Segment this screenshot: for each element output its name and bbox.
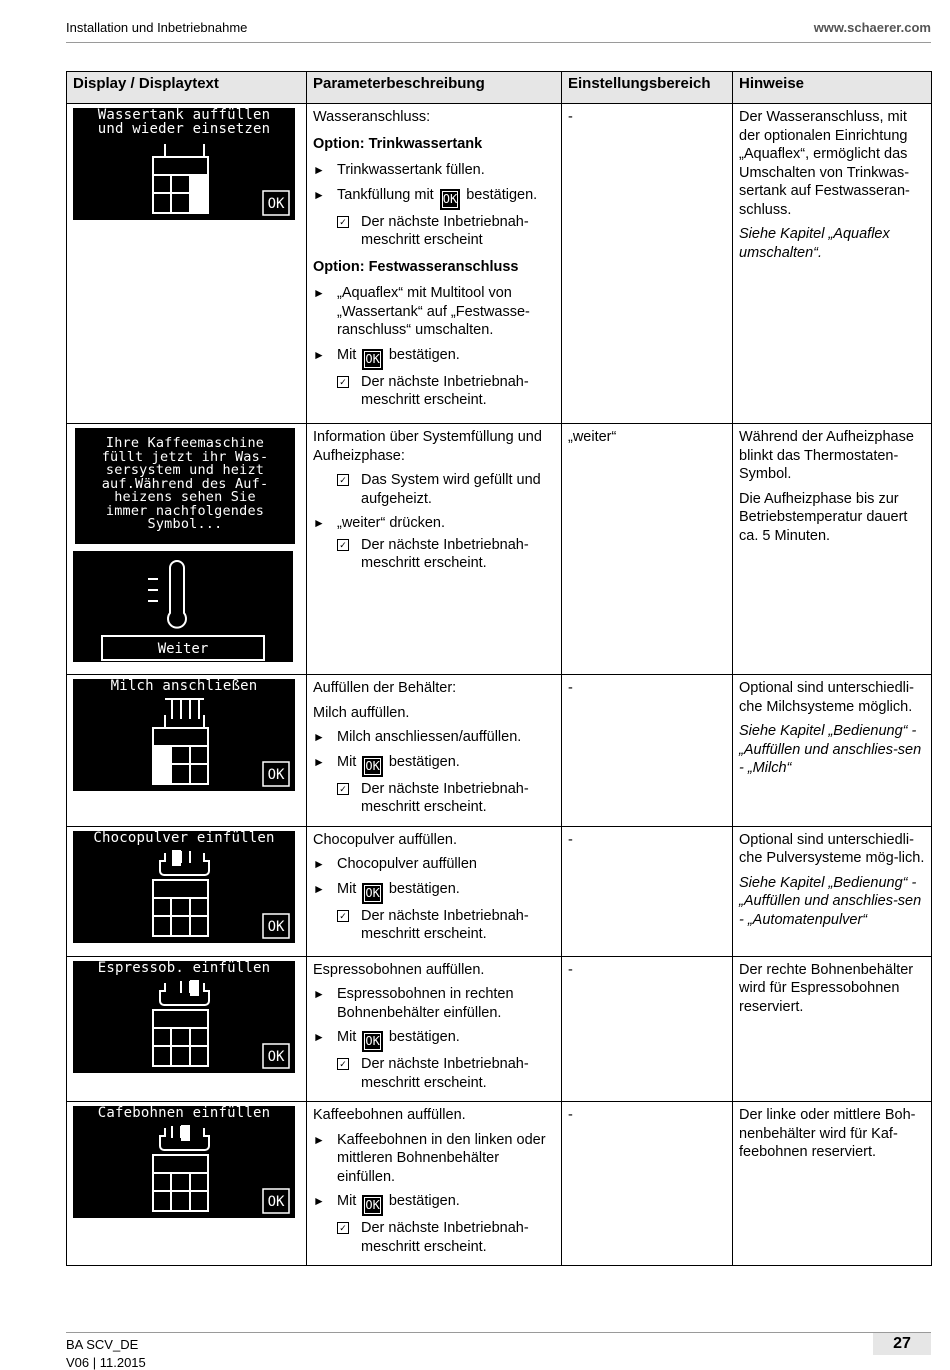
checkbox-checked-icon: ✓ <box>337 1222 349 1234</box>
note-text: Der Wasseranschluss, mit der optionalen Einrichtung „Aquaflex“, ermöglicht das Umschalten von Trinkwas-sertank auf Festwasseran-schluss. <box>739 109 910 218</box>
milk-container-icon <box>73 679 295 791</box>
option-heading: Option: Festwasseranschluss <box>313 258 519 275</box>
result <box>313 1219 555 1256</box>
page-number: 27 <box>873 1333 931 1355</box>
note-cell <box>733 104 932 424</box>
checkbox-checked-icon: ✓ <box>337 474 349 486</box>
note-cell <box>733 826 932 956</box>
header-website: www.schaerer.com <box>813 20 931 35</box>
step-text: bestätigen. <box>388 346 460 363</box>
table-row <box>67 424 932 675</box>
page-footer <box>66 1332 931 1370</box>
bean-container-icon <box>73 1106 295 1218</box>
ok-key-icon: OK <box>362 349 382 370</box>
step <box>313 985 555 1022</box>
result <box>313 373 555 410</box>
column-header: Einstellungsbereich <box>562 72 733 104</box>
step <box>313 728 555 747</box>
ok-key-label: OK <box>267 1048 285 1065</box>
bean-container-icon <box>73 961 295 1073</box>
arrow-right-icon: ► <box>313 187 325 202</box>
description-cell <box>307 826 562 956</box>
lcd-screen-coffee-beans <box>73 1106 295 1218</box>
step-text: „Aquaflex“ mit Multitool von „Wassertank“ auf „Festwasse-ranschluss“ umschalten. <box>337 285 530 338</box>
lcd-text: Chocopulver einfüllen <box>93 830 275 846</box>
ok-key-label: OK <box>267 1194 285 1210</box>
lcd-text: Espressob. einfüllen <box>97 960 271 976</box>
step <box>313 514 555 533</box>
note-text: Der linke oder mittlere Boh-nenbehälter wird für Kaf-feebohnen reserviert. <box>739 1107 916 1160</box>
description-cell <box>307 1102 562 1266</box>
ok-key-label: OK <box>267 918 285 935</box>
checkbox-checked-icon: ✓ <box>337 1058 349 1070</box>
note-text: Während der Aufheizphase blinkt das Thermostaten-Symbol. <box>739 429 914 482</box>
step-text: Mit <box>337 1193 357 1209</box>
footer-version: V06 | 11.2015 <box>66 1355 146 1370</box>
step-text: Espressobohnen in rechten Bohnenbehälter einfüllen. <box>337 986 514 1021</box>
step <box>313 753 555 777</box>
table-row <box>67 675 932 827</box>
lcd-text: Milch anschließen <box>110 679 258 694</box>
ok-key-icon: OK <box>440 189 460 210</box>
note-reference: Siehe Kapitel „Aquaflex umschalten“. <box>739 226 890 261</box>
note-text: Die Aufheizphase bis zur Betriebstemperatur dauert ca. 5 Minuten. <box>739 490 908 544</box>
step-text: Mit <box>337 753 357 770</box>
powder-container-icon <box>73 831 295 943</box>
lcd-text: Ihre Kaffeemaschine füllt jetzt ihr Was- sersystem und heizt auf.Während des Auf- heizens sehen Sie immer nachfolgendes Symbol... <box>101 435 269 532</box>
checkbox-checked-icon: ✓ <box>337 910 349 922</box>
step <box>313 855 555 874</box>
step-text: Mit <box>337 1029 357 1045</box>
note-reference: Siehe Kapitel „Bedienung“ - „Auffüllen und anschlies-sen - „Milch“ <box>739 723 922 776</box>
arrow-right-icon: ► <box>313 1132 325 1147</box>
description-cell <box>307 956 562 1102</box>
range-cell: „weiter“ <box>562 424 733 675</box>
arrow-right-icon: ► <box>313 987 325 1001</box>
column-header: Parameterbeschreibung <box>307 72 562 104</box>
description-text: Information über Systemfüllung und Aufheizphase: <box>313 429 542 464</box>
step-text: bestätigen. <box>388 1193 460 1209</box>
description-text: Chocopulver auffüllen. <box>313 831 458 848</box>
step-text: bestätigen. <box>466 186 538 203</box>
arrow-right-icon: ► <box>313 163 325 177</box>
note-reference: Siehe Kapitel „Bedienung“ - „Auffüllen und anschlies-sen - „Automatenpulver“ <box>739 874 922 928</box>
option-heading: Option: Trinkwassertank <box>313 135 483 152</box>
step-text: Milch anschliessen/auffüllen. <box>337 729 522 745</box>
step <box>313 161 555 180</box>
ok-key-icon: OK <box>362 883 382 904</box>
page-header <box>66 14 931 43</box>
arrow-right-icon: ► <box>313 857 325 871</box>
arrow-right-icon: ► <box>313 347 325 362</box>
step <box>313 186 555 210</box>
step-text: bestätigen. <box>388 1029 460 1045</box>
arrow-right-icon: ► <box>313 286 325 300</box>
display-cell <box>67 675 307 827</box>
arrow-right-icon: ► <box>313 730 325 744</box>
table-row <box>67 826 932 956</box>
arrow-right-icon: ► <box>313 516 325 530</box>
arrow-right-icon: ► <box>313 1194 325 1208</box>
lcd-screen-milk <box>73 679 295 791</box>
lcd-screen-heating <box>73 551 293 662</box>
result-text: Das System wird gefüllt und aufgeheizt. <box>361 472 541 507</box>
description-text: Espressobohnen auffüllen. <box>313 961 485 978</box>
checkbox-checked-icon: ✓ <box>337 376 349 388</box>
ok-key-label: OK <box>267 767 285 783</box>
result-text: Der nächste Inbetriebnah-meschritt erscheint. <box>361 780 529 815</box>
display-cell <box>67 956 307 1102</box>
lcd-screen-water-tank <box>73 108 295 220</box>
description-text: Kaffeebohnen auffüllen. <box>313 1107 466 1123</box>
step <box>313 1028 555 1052</box>
checkbox-checked-icon: ✓ <box>337 539 349 551</box>
arrow-right-icon: ► <box>313 754 325 769</box>
step-text: bestätigen. <box>388 880 460 897</box>
step-text: bestätigen. <box>388 753 460 770</box>
lcd-screen-chocolate <box>73 831 295 943</box>
ok-key-icon: OK <box>362 1031 382 1052</box>
footer-document: BA SCV_DE <box>66 1337 139 1352</box>
step <box>313 880 555 904</box>
description-text: Milch auffüllen. <box>313 704 410 721</box>
step <box>313 346 555 370</box>
result-text: Der nächste Inbetriebnah-meschritt erscheint. <box>361 1056 529 1091</box>
note-cell <box>733 424 932 675</box>
range-cell: - <box>562 675 733 827</box>
step <box>313 1131 555 1187</box>
ok-key-icon: OK <box>362 1195 382 1216</box>
weiter-button[interactable]: Weiter <box>157 641 209 657</box>
result <box>313 907 555 944</box>
step-text: Trinkwassertank füllen. <box>337 162 485 178</box>
lcd-screen-espresso-beans <box>73 961 295 1073</box>
result <box>313 780 555 817</box>
display-cell <box>67 424 307 675</box>
note-text: Optional sind unterschiedli-che Milchsysteme möglich. <box>739 680 914 715</box>
result <box>313 1055 555 1092</box>
result <box>313 536 555 573</box>
step <box>313 284 555 340</box>
note-cell <box>733 956 932 1102</box>
result-text: Der nächste Inbetriebnah-meschritt erscheint <box>361 213 529 248</box>
note-text: Optional sind unterschiedli-che Pulversysteme mög-lich. <box>739 831 925 866</box>
display-cell <box>67 1102 307 1266</box>
description-cell <box>307 104 562 424</box>
step-text: „weiter“ drücken. <box>337 515 445 531</box>
header-title: Installation und Inbetriebnahme <box>66 20 248 35</box>
step-text: Chocopulver auffüllen <box>337 856 477 872</box>
result-text: Der nächste Inbetriebnah-meschritt erscheint. <box>361 1220 529 1255</box>
table-row <box>67 104 932 424</box>
description-text: Wasseranschluss: <box>313 109 431 125</box>
table-row <box>67 956 932 1102</box>
description-cell <box>307 424 562 675</box>
note-cell <box>733 675 932 827</box>
checkbox-checked-icon: ✓ <box>337 783 349 795</box>
range-cell: - <box>562 956 733 1102</box>
step-text: Mit <box>337 880 357 897</box>
step-text: Tankfüllung mit <box>337 186 434 203</box>
range-cell: - <box>562 104 733 424</box>
note-text: Der rechte Bohnenbehälter wird für Espressobohnen reserviert. <box>739 961 914 1015</box>
checkbox-checked-icon: ✓ <box>337 216 349 228</box>
table-row <box>67 1102 932 1266</box>
description-cell <box>307 675 562 827</box>
step-text: Mit <box>337 346 357 363</box>
lcd-screen-info <box>75 428 295 544</box>
table-header-row <box>67 72 932 104</box>
result-text: Der nächste Inbetriebnah-meschritt erscheint. <box>361 373 529 408</box>
ok-key-icon: OK <box>362 756 382 777</box>
note-cell <box>733 1102 932 1266</box>
range-cell: - <box>562 1102 733 1266</box>
step-text: Kaffeebohnen in den linken oder mittleren Bohnenbehälter einfüllen. <box>337 1131 546 1185</box>
step <box>313 1192 555 1216</box>
result-text: Der nächste Inbetriebnah-meschritt erscheint. <box>361 907 529 942</box>
result-text: Der nächste Inbetriebnah-meschritt erscheint. <box>361 536 529 571</box>
water-tank-icon <box>73 108 295 220</box>
arrow-right-icon: ► <box>313 1030 325 1044</box>
lcd-text: Wassertank auffüllen und wieder einsetzen <box>97 108 271 137</box>
result <box>313 471 555 508</box>
arrow-right-icon: ► <box>313 881 325 896</box>
result <box>313 213 555 250</box>
column-header: Display / Displaytext <box>67 72 307 104</box>
range-cell: - <box>562 826 733 956</box>
description-text: Auffüllen der Behälter: <box>313 680 457 696</box>
display-cell <box>67 826 307 956</box>
lcd-text: Cafebohnen einfüllen <box>97 1106 271 1121</box>
display-cell <box>67 104 307 424</box>
ok-key-label: OK <box>267 196 285 212</box>
column-header: Hinweise <box>733 72 932 104</box>
instruction-table <box>66 71 932 1266</box>
